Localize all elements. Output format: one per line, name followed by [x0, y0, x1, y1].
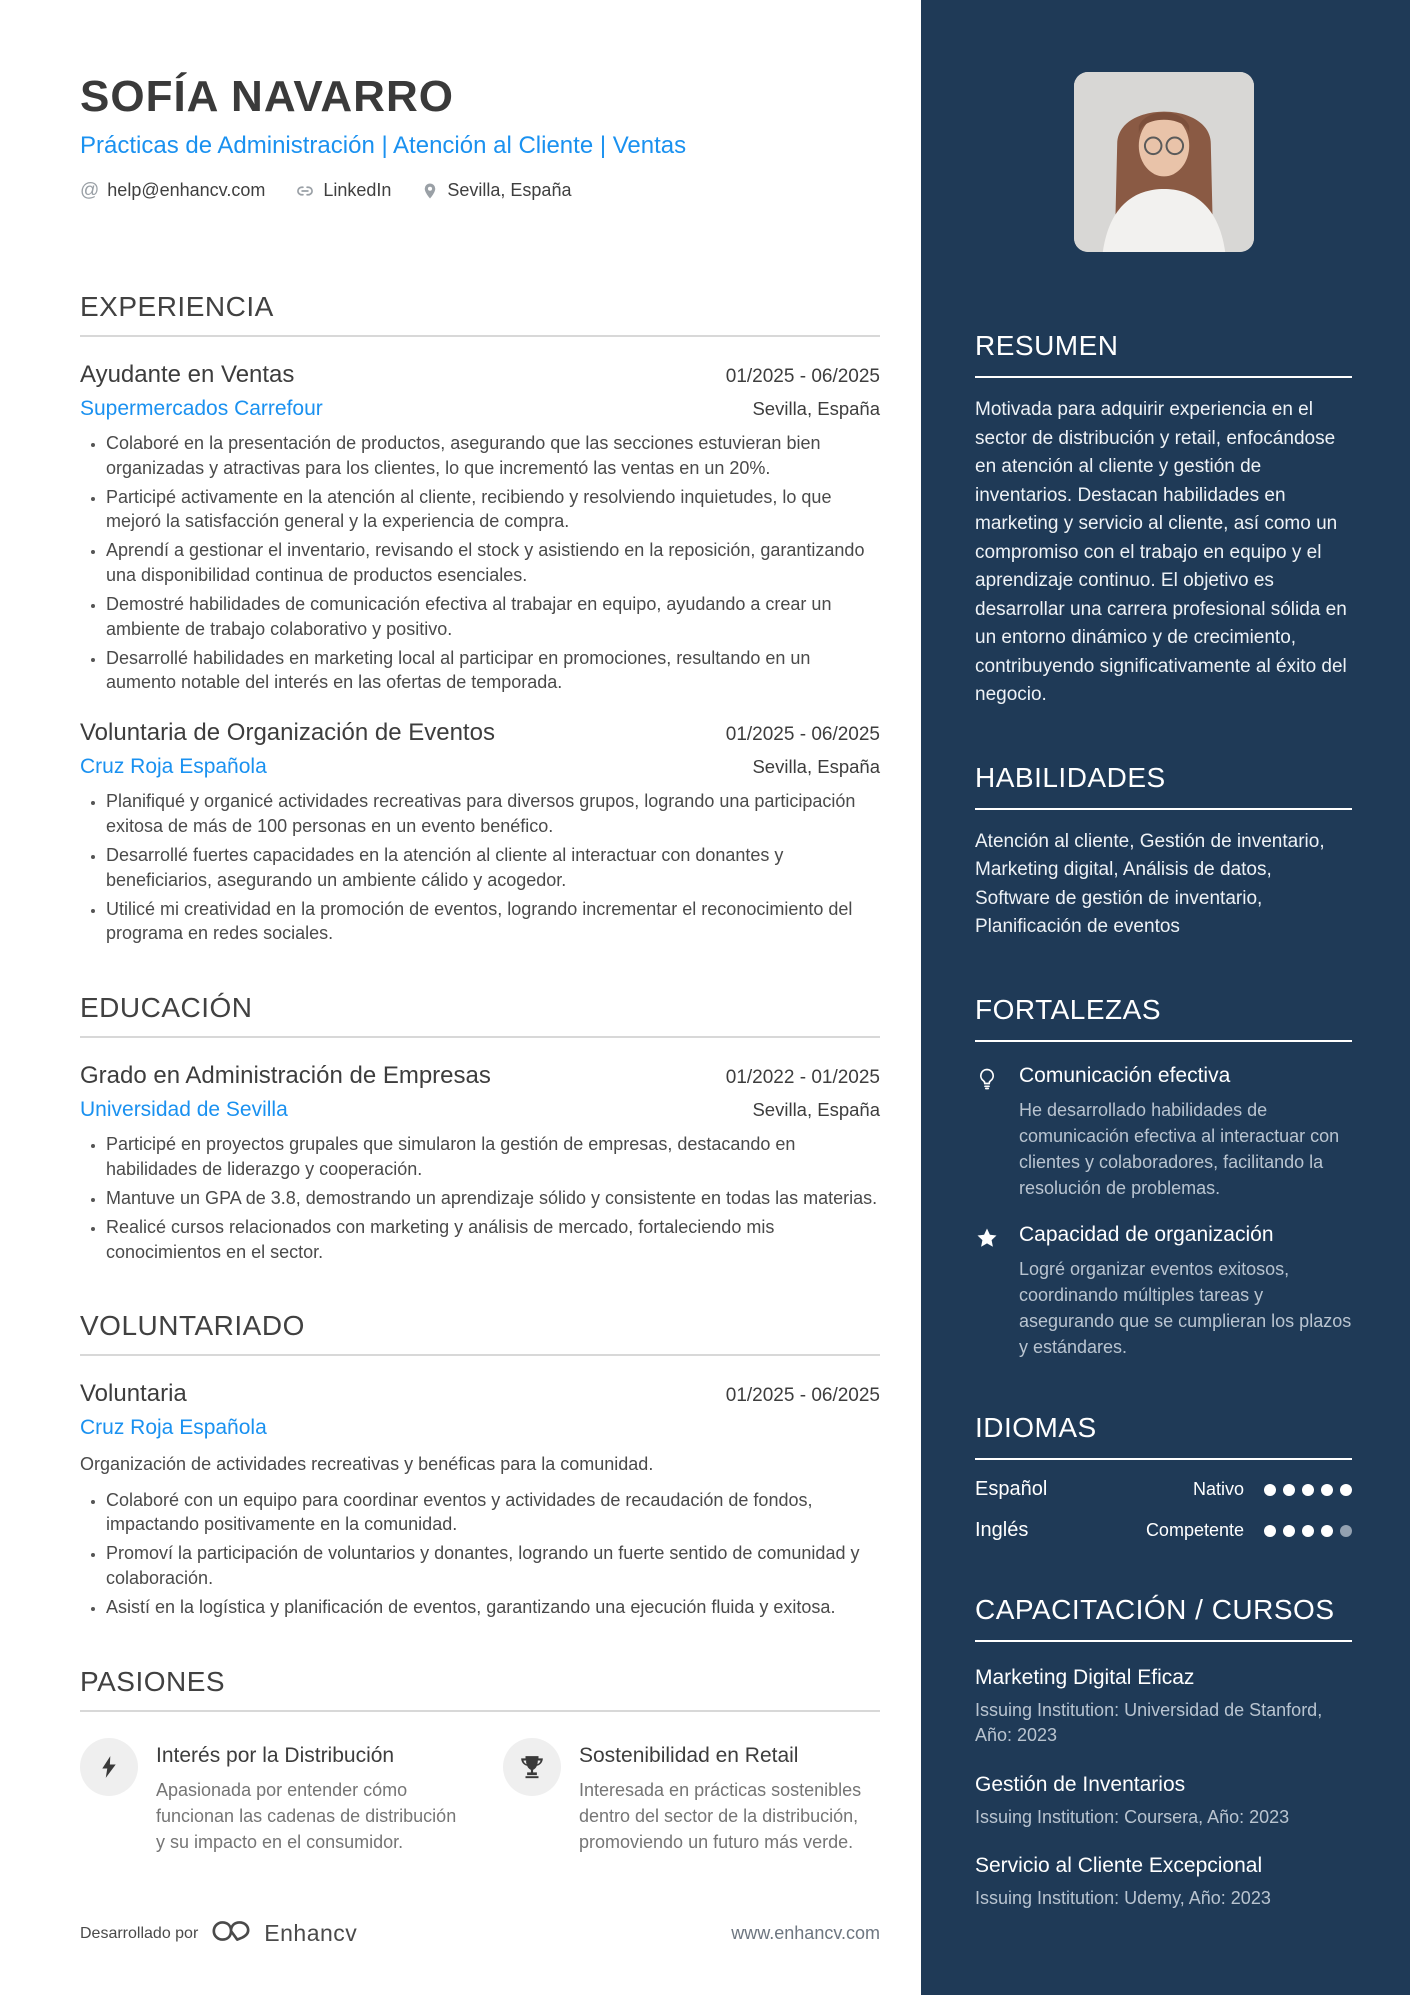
profile-photo — [1074, 72, 1254, 252]
lightning-icon — [80, 1738, 138, 1796]
section-voluntariado — [80, 1310, 880, 1619]
bullet-list — [80, 1132, 880, 1264]
language-list — [975, 1478, 1352, 1542]
strength-item — [975, 1064, 1352, 1201]
bullet-item: • Participé en proyectos grupales que simularon la gestión de empresas, destacando en habilidades de liderazgo y cooperación. — [106, 1132, 880, 1182]
contact-row — [80, 180, 880, 201]
section-divider — [80, 1710, 880, 1712]
language-level: Competente — [1145, 1520, 1244, 1541]
strength-title: Capacidad de organización — [1019, 1222, 1274, 1246]
experience-entry — [80, 361, 880, 695]
section-experiencia — [80, 291, 880, 946]
section-divider — [80, 1036, 880, 1038]
location-icon — [421, 181, 439, 201]
course-details: Issuing Institution: Universidad de Stanford, Año: 2023 — [975, 1700, 1323, 1746]
bullet-item: • Demostré habilidades de comunicación efectiva al trabajar en equipo, ayudando a crear un ambiente de trabajo colaborativo y positivo. — [106, 592, 880, 642]
course-name: Marketing Digital Eficaz — [975, 1666, 1195, 1690]
passion-title: Sostenibilidad en Retail — [579, 1743, 799, 1767]
section-divider — [975, 1640, 1352, 1642]
dot-filled — [1283, 1525, 1295, 1537]
bullet-item: • Promoví la participación de voluntarios y donantes, logrando un fuerte sentido de comunidad y colaboración. — [106, 1541, 880, 1591]
section-divider — [975, 376, 1352, 378]
language-row — [975, 1478, 1352, 1501]
headline: Prácticas de Administración | Atención al Cliente | Ventas — [80, 132, 687, 159]
job-title: Ayudante en Ventas — [80, 361, 295, 388]
passions-grid — [80, 1738, 880, 1855]
portrait-placeholder — [1074, 72, 1254, 252]
volunteering-entry — [80, 1380, 880, 1619]
sidebar-section-cursos — [975, 1594, 1352, 1911]
section-title: PASIONES — [80, 1665, 226, 1697]
experience-list — [80, 361, 880, 946]
section-title: FORTALEZAS — [975, 993, 1162, 1025]
experience-entry — [80, 719, 880, 946]
bullet-item: • Colaboré en la presentación de productos, asegurando que las secciones estuvieran bien organizadas y atractivas para los clientes, lo que incrementó las ventas en un 20%. — [106, 431, 880, 481]
education-dates: 01/2022 - 01/2025 — [725, 1067, 880, 1089]
developed-by-label: Desarrollado por — [80, 1924, 199, 1942]
language-level: Nativo — [1192, 1479, 1244, 1500]
at-icon: @ — [80, 180, 100, 201]
strength-text: He desarrollado habilidades de comunicación efectiva al interactuar con clientes y colaboradores, facilitando la resolución de problemas. — [1019, 1099, 1340, 1198]
bullet-item: • Desarrollé fuertes capacidades en la atención al cliente al interactuar con donantes y beneficiarios, asegurando un ambiente cálido y acogedor. — [106, 843, 880, 893]
bullet-item: • Participé activamente en la atención al cliente, recibiendo y resolviendo inquietudes, lo que mejoró la satisfacción general y la experiencia de compra. — [106, 485, 880, 535]
dot-filled — [1340, 1484, 1352, 1496]
bullet-item: • Aprendí a gestionar el inventario, revisando el stock y asistiendo en la reposición, garantizando una disponibilidad continua de productos esenciales. — [106, 538, 880, 588]
location-text: Sevilla, España — [447, 180, 572, 200]
trophy-icon — [503, 1738, 561, 1796]
section-divider — [975, 1458, 1352, 1460]
passion-text: Interesada en prácticas sostenibles dentro del sector de la distribución, promoviendo un futuro más verde. — [579, 1779, 862, 1852]
dot-filled — [1302, 1484, 1314, 1496]
organization-link[interactable]: Cruz Roja Española — [80, 1416, 267, 1440]
person-name: SOFÍA NAVARRO — [80, 72, 454, 121]
sidebar-section-idiomas — [975, 1412, 1352, 1542]
strength-item — [975, 1223, 1352, 1360]
job-title: Voluntaria de Organización de Eventos — [80, 719, 495, 747]
sidebar-section-habilidades — [975, 762, 1352, 942]
bullet-list — [80, 1488, 880, 1620]
bullet-list — [80, 431, 880, 695]
course-list — [975, 1666, 1352, 1911]
section-title: EDUCACIÓN — [80, 992, 253, 1024]
passion-title: Interés por la Distribución — [156, 1743, 395, 1767]
dot-filled — [1264, 1484, 1276, 1496]
summary-text: Motivada para adquirir experiencia en el sector de distribución y retail, enfocándose en atención al cliente y gestión de inventarios. Destacan habilidades en marketing y servicio al cliente, así como un compromiso con el trabajo en equipo y el aprendizaje continuo. El objetivo es desarrollar una carrera profesional sólida en un entorno dinámico y de crecimiento, contribuyendo significativamente al éxito del negocio. — [975, 399, 1347, 705]
website-link[interactable]: www.enhancv.com — [731, 1923, 880, 1943]
job-location: Sevilla, España — [752, 398, 880, 419]
section-divider — [975, 1040, 1352, 1042]
dot-filled — [1302, 1525, 1314, 1537]
passion-text: Apasionada por entender cómo funcionan las cadenas de distribución y su impacto en el consumidor. — [156, 1779, 457, 1852]
linkedin-contact[interactable] — [295, 180, 391, 201]
email-contact[interactable] — [80, 180, 265, 201]
bullet-list — [80, 789, 880, 946]
skills-text: Atención al cliente, Gestión de inventario, Marketing digital, Análisis de datos, Software de gestión de inventario, Planificación de eventos — [975, 830, 1325, 937]
volunteer-description: Organización de actividades recreativas y benéficas para la comunidad. — [80, 1454, 654, 1475]
passion-item — [503, 1738, 880, 1855]
bullet-item: • Utilicé mi creatividad en la promoción de eventos, logrando incrementar el reconocimiento del programa en redes sociales. — [106, 897, 880, 947]
section-educacion — [80, 992, 880, 1264]
section-title: HABILIDADES — [975, 761, 1166, 793]
course-item — [975, 1666, 1352, 1748]
bullet-item: • Asistí en la logística y planificación de eventos, garantizando una ejecución fluida y exitosa. — [106, 1595, 880, 1620]
bullet-item: • Colaboré con un equipo para coordinar eventos y actividades de recaudación de fondos, impactando positivamente en la comunidad. — [106, 1488, 880, 1538]
course-name: Servicio al Cliente Excepcional — [975, 1853, 1263, 1877]
location-contact — [421, 180, 571, 201]
section-title: IDIOMAS — [975, 1412, 1097, 1444]
education-list — [80, 1062, 880, 1264]
page-footer — [80, 1918, 880, 1949]
strength-text: Logré organizar eventos exitosos, coordinando múltiples tareas y asegurando que se cumplieran los plazos y estándares. — [1019, 1258, 1352, 1358]
dot-filled — [1321, 1525, 1333, 1537]
dot-filled — [1264, 1525, 1276, 1537]
passion-item — [80, 1738, 457, 1855]
school-location: Sevilla, España — [752, 1099, 880, 1121]
language-name: Español — [975, 1478, 1048, 1501]
language-row — [975, 1519, 1352, 1542]
sidebar-section-resumen — [975, 330, 1352, 710]
dot-filled — [1283, 1484, 1295, 1496]
course-item — [975, 1773, 1352, 1830]
enhancv-logo-icon — [210, 1918, 252, 1949]
school-link[interactable]: Universidad de Sevilla — [80, 1098, 288, 1122]
volunteer-role: Voluntaria — [80, 1380, 187, 1408]
company-link[interactable]: Supermercados Carrefour — [80, 397, 323, 420]
brand-name: Enhancv — [264, 1920, 358, 1946]
company-link[interactable]: Cruz Roja Española — [80, 755, 267, 779]
volunteer-dates: 01/2025 - 06/2025 — [725, 1385, 880, 1407]
brand-block — [80, 1918, 357, 1949]
bullet-item: • Mantuve un GPA de 3.8, demostrando un aprendizaje sólido y consistente en todas las materias. — [106, 1186, 880, 1211]
dot-empty — [1340, 1525, 1352, 1537]
section-pasiones — [80, 1666, 880, 1855]
section-title: RESUMEN — [975, 330, 1119, 361]
sidebar-section-fortalezas — [975, 994, 1352, 1361]
degree-title: Grado en Administración de Empresas — [80, 1062, 491, 1090]
education-entry — [80, 1062, 880, 1264]
section-title: VOLUNTARIADO — [80, 1310, 305, 1342]
job-dates: 01/2025 - 06/2025 — [725, 366, 880, 387]
language-name: Inglés — [975, 1519, 1029, 1542]
section-title: EXPERIENCIA — [80, 291, 274, 322]
star-icon — [975, 1223, 1003, 1360]
bullet-item: • Planifiqué y organicé actividades recreativas para diversos grupos, logrando una participación exitosa de más de 100 personas en un evento benéfico. — [106, 789, 880, 839]
email-text: help@enhancv.com — [107, 180, 266, 200]
proficiency-dots — [1264, 1525, 1352, 1537]
course-details: Issuing Institution: Udemy, Año: 2023 — [975, 1887, 1271, 1908]
section-title: CAPACITACIÓN / CURSOS — [975, 1594, 1335, 1626]
course-name: Gestión de Inventarios — [975, 1772, 1186, 1796]
linkedin-text: LinkedIn — [323, 180, 392, 200]
strength-title: Comunicación efectiva — [1019, 1063, 1231, 1087]
section-divider — [80, 1354, 880, 1356]
volunteering-list — [80, 1380, 880, 1619]
job-location: Sevilla, España — [752, 756, 880, 778]
link-icon — [295, 181, 315, 201]
course-item — [975, 1854, 1352, 1911]
dot-filled — [1321, 1484, 1333, 1496]
proficiency-dots — [1264, 1484, 1352, 1496]
job-dates: 01/2025 - 06/2025 — [725, 724, 880, 746]
lightbulb-icon — [975, 1064, 1003, 1201]
section-divider — [80, 335, 880, 337]
sidebar — [921, 0, 1410, 1995]
section-divider — [975, 808, 1352, 810]
bullet-item: • Realicé cursos relacionados con marketing y análisis de mercado, fortaleciendo mis conocimientos en el sector. — [106, 1215, 880, 1265]
course-details: Issuing Institution: Coursera, Año: 2023 — [975, 1806, 1290, 1827]
bullet-item: • Desarrollé habilidades en marketing local al participar en promociones, resultando en un aumento notable del interés en las ofertas de temporada. — [106, 646, 880, 696]
